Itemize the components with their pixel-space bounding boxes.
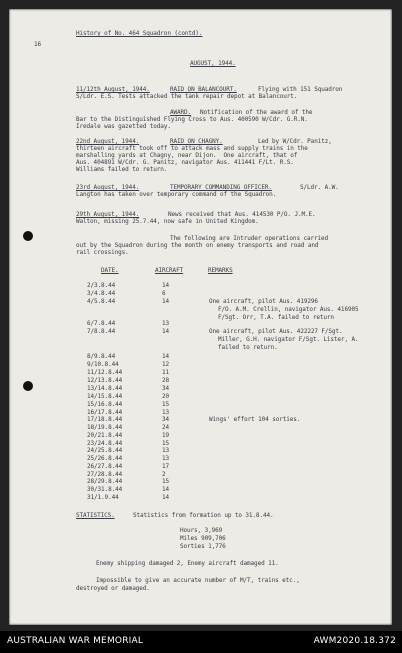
entry-text-line: Iredale was gazetted today. <box>76 123 171 130</box>
ops-row-date: 26/27.8.44 <box>87 463 123 470</box>
ops-row-date: 18/19.8.44 <box>87 424 123 431</box>
ops-row-aircraft: 28 <box>162 377 170 384</box>
entry-heading: AWARD. <box>170 109 192 116</box>
ops-row-date: 24/25.8.44 <box>87 447 123 454</box>
ops-row-remark: Wings' effort 104 sorties. <box>209 416 301 423</box>
entry-text-line: Flying with 151 Squadron <box>258 86 343 93</box>
ops-row-aircraft: 24 <box>162 424 170 431</box>
entry-date: 23rd August, 1944. <box>76 184 140 191</box>
ops-row-date: 31/1.9.44 <box>87 494 119 501</box>
ops-row-date: 30/31.8.44 <box>87 486 123 493</box>
ops-row-date: 14/15.8.44 <box>87 393 123 400</box>
ops-row-aircraft: 14 <box>162 353 170 360</box>
ops-row-date: 23/24.8.44 <box>87 440 123 447</box>
ops-row-aircraft: 12 <box>162 361 170 368</box>
ops-row-date: 6/7.8.44 <box>87 320 116 327</box>
entry-text-line: S/Ldr. E.S. Tests attacked the tank repair depot at Balancourt. <box>76 93 298 100</box>
archive-footer <box>0 631 402 653</box>
ops-row-aircraft: 34 <box>162 416 170 423</box>
ops-row-aircraft: 2 <box>162 471 166 478</box>
ops-row-date: 7/8.8.44 <box>87 328 116 335</box>
ops-column-remarks-header: REMARKS <box>208 267 233 274</box>
statistics-closing-line: Impossible to give an accurate number of M/T, trains etc., <box>96 577 300 584</box>
ops-row-aircraft: 14 <box>162 298 170 305</box>
ops-row-remark: F/O. A.M. Crellin, navigator Aus. 416905 <box>218 306 359 313</box>
entry-text-line: marshalling yards at Chagny, near Dijon. One aircraft, that of <box>76 152 298 159</box>
ops-row-remark: One aircraft, pilot Aus. 422227 F/Sgt. <box>209 328 343 335</box>
ops-row-aircraft: 14 <box>162 494 170 501</box>
ops-row-aircraft: 13 <box>162 320 170 327</box>
ops-row-date: 2/3.8.44 <box>87 282 116 289</box>
ops-row-aircraft: 17 <box>162 463 170 470</box>
entry-heading: TEMPORARY COMMANDING OFFICER. <box>170 184 272 191</box>
statistics-sorties: Sorties 1,776 <box>180 543 226 550</box>
ops-row-date: 13/14.8.44 <box>87 385 123 392</box>
ops-row-date: 27/28.8.44 <box>87 471 123 478</box>
ops-row-remark: Miller, G.H. navigator F/Sgt. Lister, A. <box>218 336 359 343</box>
entry-text-line: Notification of the award of the <box>200 109 313 116</box>
statistics-damage: Enemy shipping damaged 2, Enemy aircraft damaged 11. <box>96 560 279 567</box>
entry-heading: RAID ON BALANCOURT. <box>170 86 237 93</box>
month-heading: AUGUST, 1944. <box>190 60 236 67</box>
ops-row-date: 25/26.8.44 <box>87 455 123 462</box>
entry-text-line: Williams failed to return. <box>76 166 168 173</box>
ops-row-aircraft: 14 <box>162 282 170 289</box>
statistics-closing-line: destroyed or damaged. <box>76 585 150 592</box>
ops-row-aircraft: 19 <box>162 432 170 439</box>
ops-row-remark: F/Sgt. Orr, T.A. failed to return <box>218 314 334 321</box>
entry-text-line: Led by W/Cdr. Panitz, <box>258 138 332 145</box>
ops-row-date: 28/29.8.44 <box>87 478 123 485</box>
intruder-intro-line: rail crossings. <box>76 249 129 256</box>
entry-text-line: News received that Aus. 414530 P/O. J.M.E. <box>168 211 316 218</box>
ops-row-date: 16/17.8.44 <box>87 409 123 416</box>
ops-row-aircraft: 20 <box>162 393 170 400</box>
page-marker: 16 <box>34 41 42 48</box>
ops-row-date: 15/16.8.44 <box>87 401 123 408</box>
entry-date: 11/12th August, 1944. <box>76 86 150 93</box>
punch-hole-top <box>23 231 33 241</box>
document-title: History of No. 464 Squadron (contd). <box>76 30 203 37</box>
entry-text-line: S/Ldr. A.W. <box>300 184 339 191</box>
ops-row-aircraft: 15 <box>162 401 170 408</box>
ops-row-aircraft: 6 <box>162 290 166 297</box>
ops-row-aircraft: 13 <box>162 447 170 454</box>
ops-row-aircraft: 14 <box>162 486 170 493</box>
footer-institution: AUSTRALIAN WAR MEMORIAL <box>7 636 144 646</box>
ops-row-aircraft: 13 <box>162 455 170 462</box>
entry-text-line: Aus. 404891 W/Cdr. G. Panitz, navigator Aus. 411441 F/Lt. R.S. <box>76 159 294 166</box>
ops-row-aircraft: 13 <box>162 409 170 416</box>
entry-date: 22nd August, 1944. <box>76 138 140 145</box>
statistics-hours: Hours, 3,969 <box>180 527 223 534</box>
statistics-miles: Miles 909,706 <box>180 535 226 542</box>
ops-row-aircraft: 11 <box>162 369 170 376</box>
punch-hole-bottom <box>23 381 33 391</box>
ops-row-date: 8/9.8.44 <box>87 353 116 360</box>
entry-date: 29th August, 1944. <box>76 211 140 218</box>
entry-text-line: thirteen aircraft took off to attack mass and supply trains in the <box>76 145 308 152</box>
ops-column-date-header: DATE. <box>101 267 119 274</box>
statistics-heading: STATISTICS. <box>76 512 115 519</box>
ops-row-aircraft: 15 <box>162 478 170 485</box>
ops-row-remark: failed to return. <box>218 344 278 351</box>
intruder-intro-line: The following are Intruder operations carried <box>170 235 329 242</box>
ops-row-date: 20/21.8.44 <box>87 432 123 439</box>
ops-column-aircraft-header: AIRCRAFT <box>155 267 184 274</box>
ops-row-date: 4/5.8.44 <box>87 298 116 305</box>
ops-row-date: 11/12.8.44 <box>87 369 123 376</box>
ops-row-date: 9/10.8.44 <box>87 361 119 368</box>
intruder-intro-line: out by the Squadron during the month on enemy transports and road and <box>76 242 319 249</box>
ops-row-aircraft: 34 <box>162 385 170 392</box>
entry-text-line: Langton has taken over temporary command of the Squadron. <box>76 191 277 198</box>
ops-row-date: 12/13.8.44 <box>87 377 123 384</box>
ops-row-aircraft: 15 <box>162 440 170 447</box>
ops-row-date: 17/18.8.44 <box>87 416 123 423</box>
entry-text-line: Walton, missing 25.7.44, now safe in United Kingdom. <box>76 218 259 225</box>
ops-row-date: 3/4.8.44 <box>87 290 116 297</box>
footer-accession-number: AWM2020.18.372 <box>313 636 396 646</box>
entry-heading: RAID ON CHAGNY. <box>170 138 223 145</box>
ops-row-aircraft: 14 <box>162 328 170 335</box>
entry-text-line: Bar to the Distinguished Flying Cross to Aus. 400590 W/Cdr. G.R.N. <box>76 116 308 123</box>
ops-row-remark: One aircraft, pilot Aus. 419296 <box>209 298 318 305</box>
statistics-intro: Statistics from formation up to 31.8.44. <box>133 512 274 519</box>
